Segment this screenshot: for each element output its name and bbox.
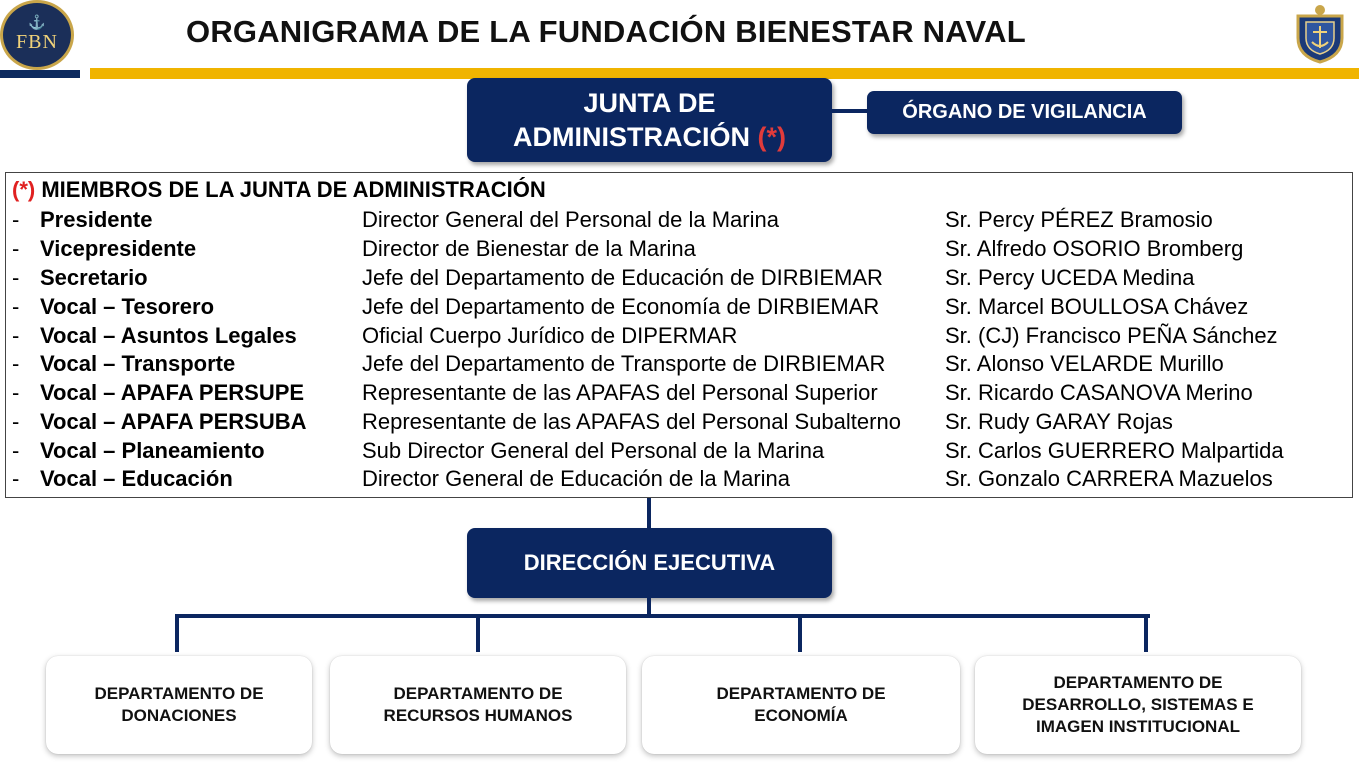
connector-line — [175, 614, 179, 652]
department-donaciones — [46, 656, 312, 754]
member-role: Vicepresidente — [40, 236, 197, 261]
member-role: Vocal – APAFA PERSUBA — [40, 409, 307, 434]
member-position: Jefe del Departamento de Educación de DIRBIEMAR — [362, 265, 883, 290]
member-role: Vocal – Tesorero — [40, 294, 215, 319]
dept-line: ECONOMÍA — [754, 706, 848, 725]
dept-line: DEPARTAMENTO DE — [94, 684, 264, 703]
member-row — [0, 265, 1359, 294]
members-title — [12, 177, 546, 203]
member-role: Secretario — [40, 265, 148, 290]
direccion-ejecutiva-box: DIRECCIÓN EJECUTIVA — [467, 528, 832, 598]
members-title-text: MIEMBROS DE LA JUNTA DE ADMINISTRACIÓN — [41, 177, 546, 202]
member-row — [0, 438, 1359, 467]
row-dash: - — [12, 351, 20, 376]
fbn-logo — [0, 0, 74, 70]
department-recursos-humanos — [330, 656, 626, 754]
member-name: Sr. Gonzalo CARRERA Mazuelos — [945, 466, 1273, 491]
member-position: Jefe del Departamento de Transporte de DIRBIEMAR — [362, 351, 886, 376]
member-row — [0, 380, 1359, 409]
row-dash: - — [12, 294, 20, 319]
member-role: Presidente — [40, 207, 153, 232]
member-position: Sub Director General del Personal de la Marina — [362, 438, 825, 463]
row-dash: - — [12, 265, 20, 290]
member-name: Sr. Ricardo CASANOVA Merino — [945, 380, 1253, 405]
connector-line — [1144, 614, 1148, 652]
member-row — [0, 236, 1359, 265]
junta-line2 — [513, 120, 786, 154]
row-dash: - — [12, 236, 20, 261]
member-name: Sr. Rudy GARAY Rojas — [945, 409, 1173, 434]
member-row — [0, 207, 1359, 236]
member-position: Oficial Cuerpo Jurídico de DIPERMAR — [362, 323, 738, 348]
anchor-icon: ⚓ — [28, 16, 46, 31]
member-row — [0, 409, 1359, 438]
connector-line — [798, 614, 802, 652]
dept-line: DESARROLLO, SISTEMAS E — [1022, 695, 1254, 714]
member-position: Representante de las APAFAS del Personal Subalterno — [362, 409, 901, 434]
row-dash: - — [12, 438, 20, 463]
row-dash: - — [12, 323, 20, 348]
member-name: Sr. (CJ) Francisco PEÑA Sánchez — [945, 323, 1278, 348]
dept-line: DEPARTAMENTO DE — [716, 684, 886, 703]
dept-line: DEPARTAMENTO DE — [1053, 673, 1223, 692]
naval-crest-icon — [1292, 2, 1348, 64]
dept-line: RECURSOS HUMANOS — [383, 706, 573, 725]
department-economia — [642, 656, 960, 754]
row-dash: - — [12, 380, 20, 405]
vigilancia-connector — [832, 109, 868, 113]
members-marker: (*) — [12, 177, 36, 202]
member-position: Director de Bienestar de la Marina — [362, 236, 696, 261]
header-left-bar — [0, 70, 80, 78]
junta-marker: (*) — [757, 122, 786, 152]
row-dash: - — [12, 207, 20, 232]
organo-vigilancia-box: ÓRGANO DE VIGILANCIA — [867, 91, 1182, 134]
row-dash: - — [12, 409, 20, 434]
dept-line: IMAGEN INSTITUCIONAL — [1035, 717, 1240, 736]
member-row — [0, 351, 1359, 380]
member-name: Sr. Marcel BOULLOSA Chávez — [945, 294, 1249, 319]
member-name: Sr. Alfredo OSORIO Bromberg — [945, 236, 1244, 261]
junta-line1: JUNTA DE — [583, 88, 716, 118]
member-role: Vocal – APAFA PERSUPE — [40, 380, 305, 405]
junta-administracion-box — [467, 78, 832, 162]
member-role: Vocal – Transporte — [40, 351, 236, 376]
row-dash: - — [12, 466, 20, 491]
member-position: Jefe del Departamento de Economía de DIRBIEMAR — [362, 294, 880, 319]
member-position: Director General del Personal de la Marina — [362, 207, 779, 232]
member-role: Vocal – Planeamiento — [40, 438, 265, 463]
dept-line: DEPARTAMENTO DE — [393, 684, 563, 703]
logo-text: FBN — [16, 31, 58, 53]
member-role: Vocal – Educación — [40, 466, 233, 491]
connector-line — [476, 614, 480, 652]
member-name: Sr. Carlos GUERRERO Malpartida — [945, 438, 1284, 463]
connector-line — [647, 498, 651, 528]
member-row — [0, 323, 1359, 352]
page-title: ORGANIGRAMA DE LA FUNDACIÓN BIENESTAR NAVAL — [186, 14, 1026, 49]
junta-line2-text: ADMINISTRACIÓN — [512, 122, 750, 152]
member-row — [0, 466, 1359, 495]
member-name: Sr. Percy UCEDA Medina — [945, 265, 1195, 290]
member-row — [0, 294, 1359, 323]
member-position: Representante de las APAFAS del Personal Superior — [362, 380, 878, 405]
department-connector-bar — [176, 614, 1150, 618]
dept-line: DONACIONES — [121, 706, 237, 725]
member-position: Director General de Educación de la Marina — [362, 466, 791, 491]
member-name: Sr. Percy PÉREZ Bramosio — [945, 207, 1213, 232]
member-name: Sr. Alonso VELARDE Murillo — [945, 351, 1224, 376]
department-desarrollo — [975, 656, 1301, 754]
member-role: Vocal – Asuntos Legales — [40, 323, 297, 348]
